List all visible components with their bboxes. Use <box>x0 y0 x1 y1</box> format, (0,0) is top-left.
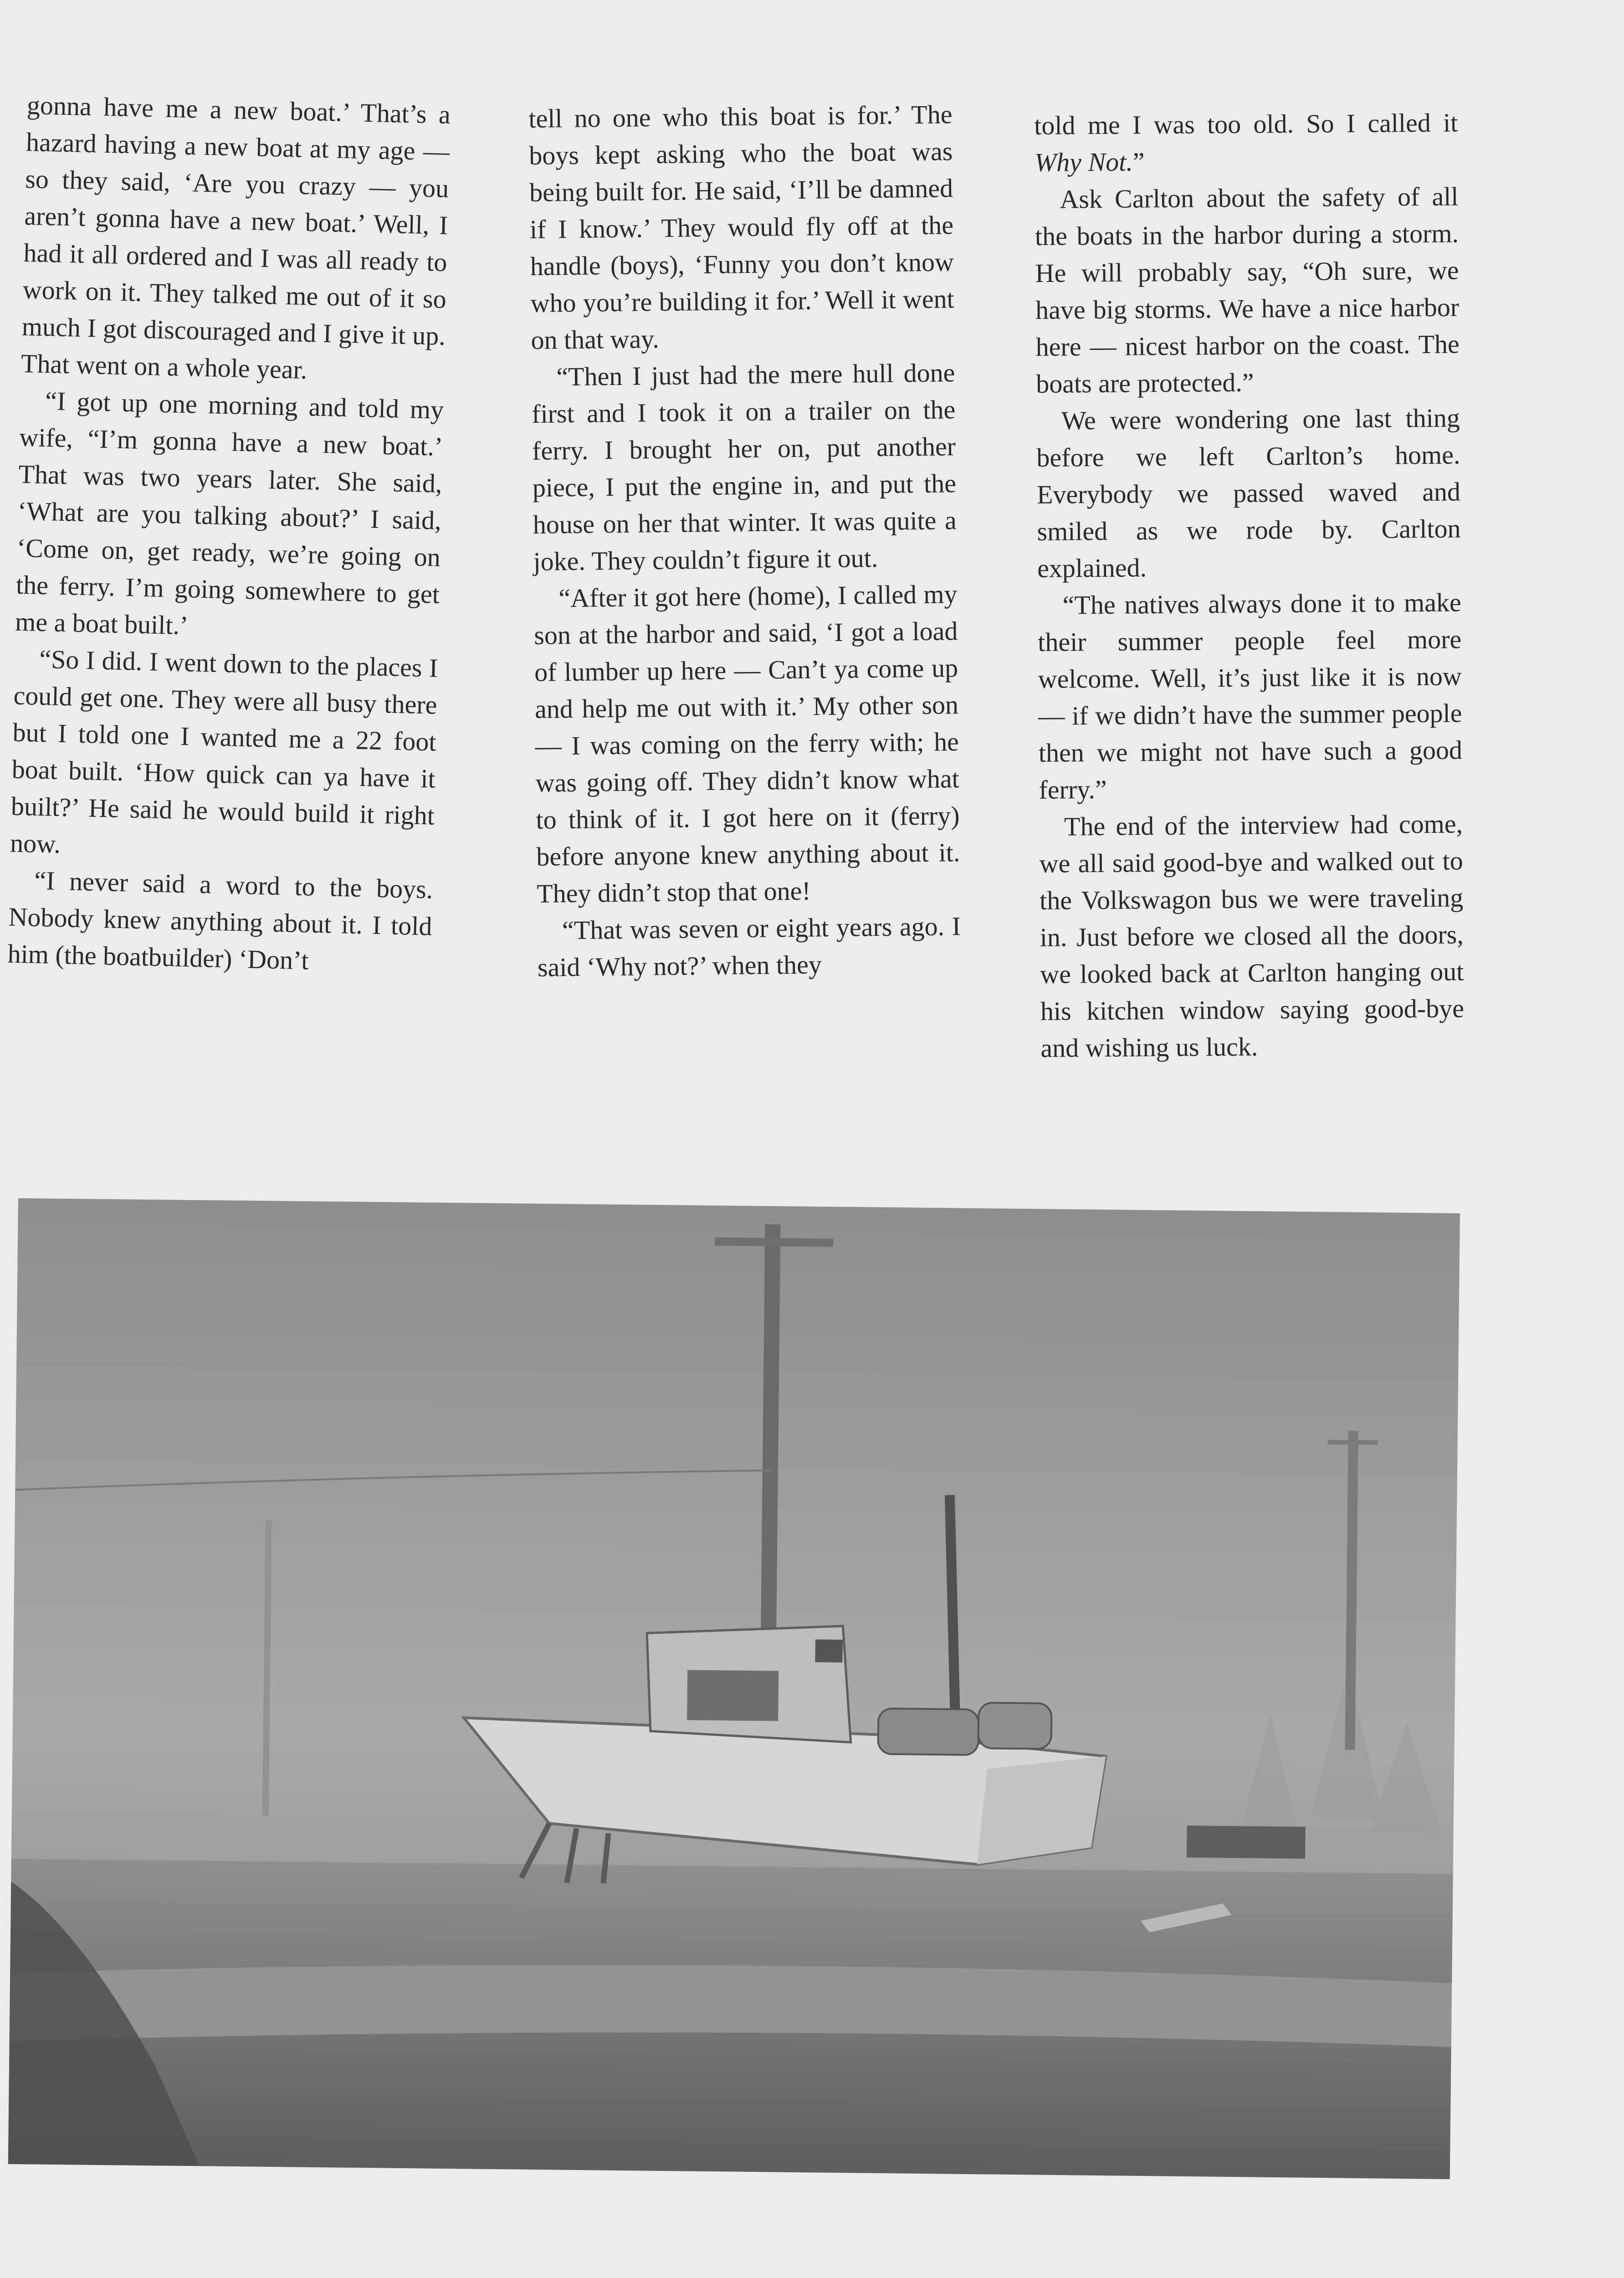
paragraph-text: told me I was too old. So I called it <box>1034 108 1458 140</box>
paragraph: Ask Carlton about the safety of all the boats in the harbor during a storm. He will probably say, “Oh sure, we have big storms. We have a nice harbor here — nicest harbor on the coast. The boats are protected.” <box>1035 181 1460 399</box>
paragraph: “I never said a word to the boys. Nobody knew anything about it. I told him (the boatbuilder) ‘Don’t <box>7 865 433 975</box>
column-1 <box>7 87 451 982</box>
paragraph: “The natives always done it to make their summer people feel more welcome. Well, it’s just like it is now — if we didn’t have the summer people then we might not have such a good ferry.” <box>1037 587 1463 805</box>
column-3 <box>1034 104 1465 1067</box>
paragraph: “I got up one morning and told my wife, “I’m gonna have a new boat.’ That was two years later. She said, ‘What are you talking about?’ I said, ‘Come on, get ready, we’re going on the ferry. I’m going somewhere to get me a boat built.’ <box>15 386 444 641</box>
paragraph: “So I did. I went down to the places I could get one. They were all busy there but I told one I wanted me a 22 foot boat built. ‘How quick can ya have it built?’ He said he would build it right now. <box>10 644 439 859</box>
article-columns <box>7 87 1485 1180</box>
paragraph: tell no one who this boat is for.’ The boys kept asking who the boat was being built for. He said, ‘I’ll be damned if I know.’ They would fly off at the handle (boys), ‘Funny you don’t know who you’re building it for.’ Well it went on that way. <box>528 99 954 355</box>
paragraph: “That was seven or eight years ago. I said ‘Why not?’ when they <box>537 911 961 982</box>
paragraph: We were wondering one last thing before we left Carlton’s home. Everybody we passed waved and smiled as we rode by. Carlton explained. <box>1036 403 1461 583</box>
paragraph: “Then I just had the mere hull done first and I took it on a trailer on the ferry. I brought her on, put another piece, I put the engine in, and put the house on her that winter. It was quite a joke. They couldn’t figure it out. <box>531 358 957 576</box>
paragraph: The end of the interview had come, we all said good-bye and walked out to the Volkswagon bus we were traveling in. Just before we closed all the doors, we looked back at Carlton hanging out his kitchen window saying good-bye and wishing us luck. <box>1039 809 1465 1063</box>
photo-boat-in-fog <box>8 1198 1460 2179</box>
paragraph <box>1034 104 1458 181</box>
column-2 <box>528 96 961 986</box>
paragraph: gonna have me a new boat.’ That’s a hazard having a new boat at my age — so they said, ‘Are you crazy — you aren’t gonna have a new boat.’ Well, I had it all ordered and I was all ready to work on it. They talked me out of it so much I got discouraged and I give it up. That went on a whole year. <box>20 90 451 385</box>
closing-quote: ” <box>1132 147 1145 177</box>
boat-name: Why Not. <box>1034 147 1133 177</box>
paragraph: “After it got here (home), I called my son at the harbor and said, ‘I got a load of lumber up here — Can’t ya come up and help me out with it.’ My other son — I was coming on the ferry with; he was going off. They didn’t know what to think of it. I got here on it (ferry) before anyone knew anything about it. They didn’t stop that one! <box>533 579 960 908</box>
photo-illustration <box>8 1198 1460 2179</box>
